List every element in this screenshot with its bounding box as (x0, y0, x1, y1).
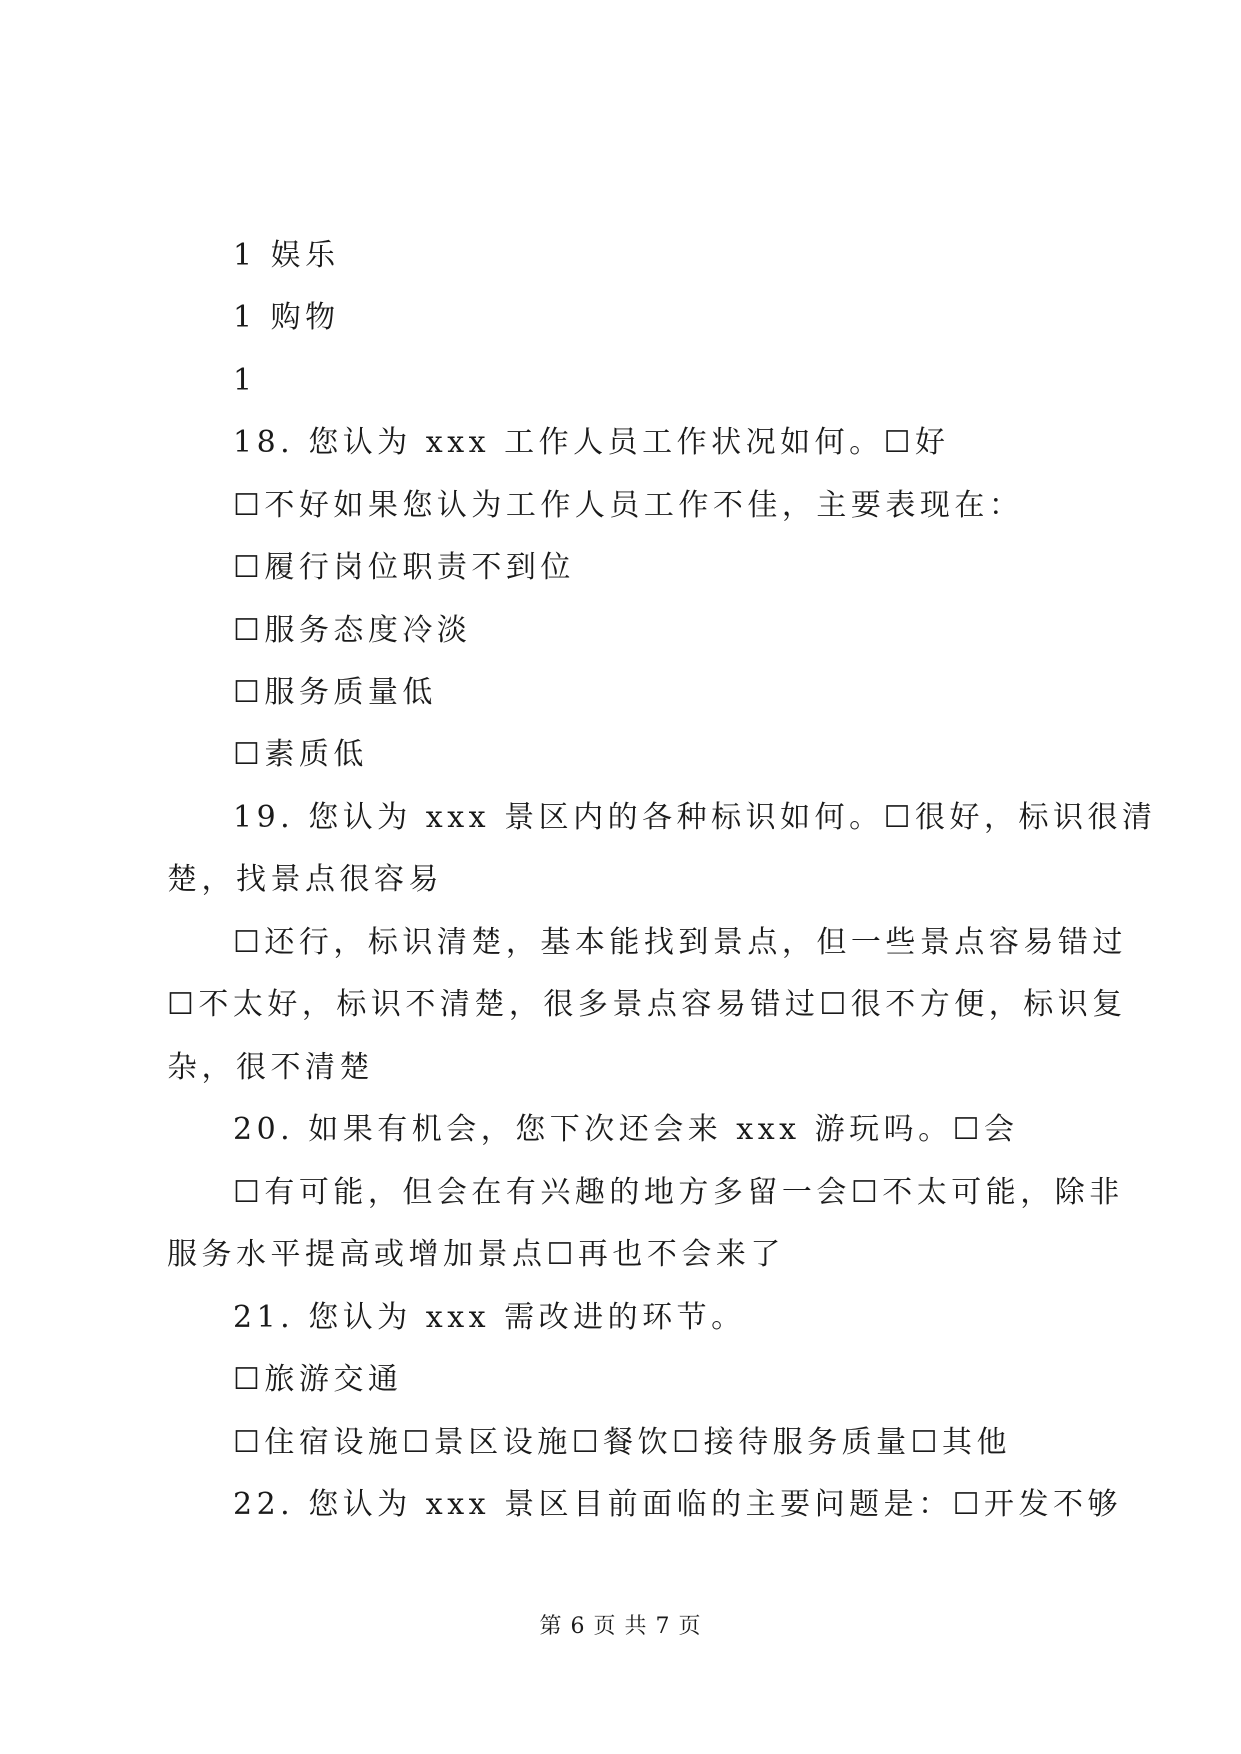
page-footer: 第 6 页 共 7 页 (539, 1614, 702, 1639)
text-line: ☐不好如果您认为工作人员工作不佳，主要表现在： (233, 488, 1024, 523)
text-line: ☐履行岗位职责不到位 (233, 550, 575, 585)
question-20: 20. 如果有机会，您下次还会来 xxx 游玩吗。☐会 (233, 1112, 1019, 1147)
text-line: 1 (233, 363, 257, 398)
text-line: 楚，找景点很容易 (167, 862, 443, 897)
text-line: ☐不太好，标识不清楚，很多景点容易错过☐很不方便，标识复 (167, 987, 1127, 1022)
text-line: 1 娱乐 (233, 238, 340, 273)
text-line: 服务水平提高或增加景点☐再也不会来了 (167, 1237, 785, 1272)
text-line: ☐素质低 (233, 737, 368, 772)
text-line: ☐有可能，但会在有兴趣的地方多留一会☐不太可能，除非 (233, 1175, 1124, 1210)
text-line: ☐服务态度冷淡 (233, 613, 472, 648)
text-line: ☐旅游交通 (233, 1362, 403, 1397)
question-21: 21. 您认为 xxx 需改进的环节。 (233, 1300, 746, 1335)
text-line: ☐住宿设施☐景区设施☐餐饮☐接待服务质量☐其他 (233, 1425, 1011, 1460)
text-line: 1 购物 (233, 300, 340, 335)
question-22: 22. 您认为 xxx 景区目前面临的主要问题是：☐开发不够 (233, 1487, 1122, 1522)
text-line: 杂，很不清楚 (167, 1050, 374, 1085)
text-line: ☐还行，标识清楚，基本能找到景点，但一些景点容易错过 (233, 925, 1127, 960)
text-line: ☐服务质量低 (233, 675, 437, 710)
question-19: 19. 您认为 xxx 景区内的各种标识如何。☐很好，标识很清 (233, 800, 1157, 835)
question-18: 18. 您认为 xxx 工作人员工作状况如何。☐好 (233, 425, 950, 460)
